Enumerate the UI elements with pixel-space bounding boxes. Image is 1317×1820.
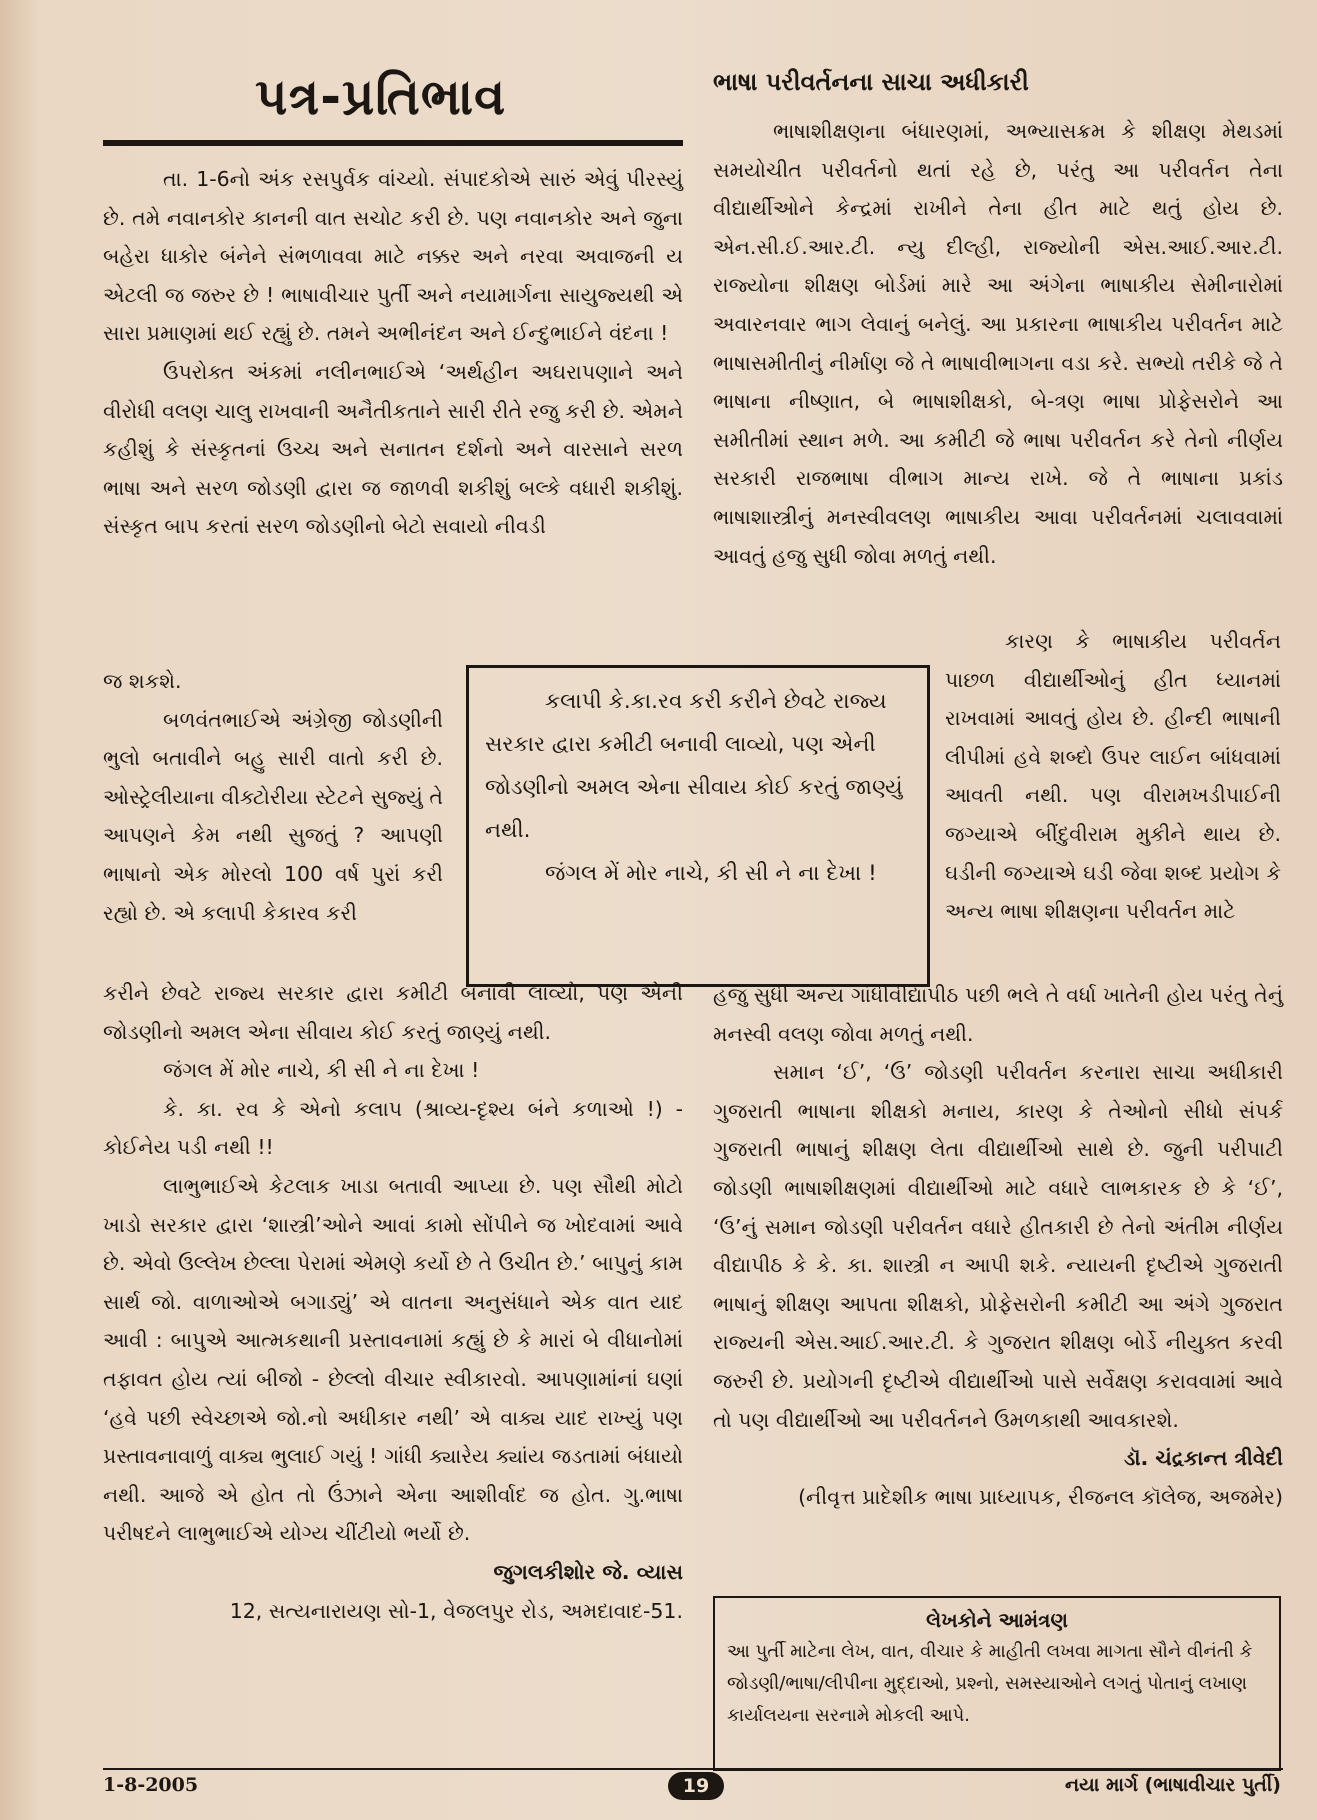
right-column xyxy=(713,112,1283,575)
invitation-box xyxy=(713,1596,1281,1771)
right-narrow-column xyxy=(945,622,1281,931)
article-paragraph: હજુ સુધી અન્ય ગાંધીવીદ્યાપીઠ પછી ભલે તે વર્ધા ખાતેની હોય પરંતુ તેનું મનસ્વી વલણ જોવા મળતું નથી. xyxy=(713,983,1283,1046)
article-signature: ડૉ. ચંદ્રકાન્ત ત્રીવેદી xyxy=(1123,1446,1283,1471)
left-narrow-column xyxy=(103,662,443,932)
article-affiliation: (નીવૃત્ત પ્રાદેશીક ભાષા પ્રાધ્યાપક, રીજનલ કૉલેજ, અજમેર) xyxy=(798,1484,1283,1509)
article-title: ભાષા પરીવર્તનના સાચા અધીકારી xyxy=(713,68,1029,96)
pull-quote-text: કલાપી કે.કા.રવ કરી કરીને છેવટે રાજ્ય સરકાર દ્વારા કમીટી બનાવી લાવ્યો, પણ એની જોડણીનો અમલ એના સીવાય કોઈ કરતું જાણ્યું નથી. xyxy=(485,689,903,843)
letter-paragraph: લાભુભાઈએ કેટલાક ખાડા બતાવી આપ્યા છે. પણ સૌથી મોટો ખાડો સરકાર દ્વારા ‘શાસ્ત્રી’ઓને આવાં કામો સોંપીને જ ખોદવામાં આવે છે. એવો ઉલ્લેખ છેલ્લા પેરામાં એમણે કર્યો છે તે ઉચીત છે.’ બાપુનું કામ સાર્થ જો. વાળાઓએ બગાડ્યું’ એ વાતના અનુસંધાને એક વાત યાદ આવી : બાપુએ આત્મકથાની પ્રસ્તાવનામાં કહ્યું છે કે મારાં બે વીધાનોમાં તફાવત હોય ત્યાં બીજો - છેલ્લો વીચાર સ્વીકારવો. આપણામાંનાં ઘણાં ‘હવે પછી સ્વેચ્છાએ જો.નો અધીકાર નથી’ એ વાક્ય યાદ રાખ્યું પણ પ્રસ્તાવનાવાળું વાક્ય ભુલાઈ ગયું ! ગાંધી ક્યારેય ક્યાંય જડતામાં બંધાયો નથી. આજે એ હોત તો ઉંઝાને એના આશીર્વાદ જ હોત. ગુ.ભાષા પરીષદને લાભુભાઈએ યોગ્ય ચીંટીયો ભર્યો છે. xyxy=(103,1173,683,1546)
letter-verse: જંગલ મેં મોર નાચે, કી સી ને ના દેખા ! xyxy=(163,1058,480,1083)
letter-paragraph: કરીને છેવટે રાજ્ય સરકાર દ્વારા કમીટી બનાવી લાવ્યો, પણ એની જોડણીનો અમલ એના સીવાય કોઈ કરતું જાણ્યું નથી. xyxy=(103,981,683,1044)
right-column-continued xyxy=(713,976,1283,1516)
article-paragraph: સમાન ‘ઈ’, ‘ઉ’ જોડણી પરીવર્તન કરનારા સાચા અધીકારી ગુજરાતી ભાષાના શીક્ષકો મનાય, કારણ કે તેઓનો સીધો સંપર્ક ગુજરાતી ભાષાનું શીક્ષણ લેતા વીદ્યાર્થીઓ સાથે છે. જુની પરીપાટી જોડણી ભાષાશીક્ષણમાં વીદ્યાર્થીઓ માટે વધારે લાભકારક છે કે ‘ઈ’, ‘ઉ’નું સમાન જોડણી પરીવર્તન વધારે હીતકારી છે તેનો અંતીમ નીર્ણય વીદ્યાપીઠ કે કે. કા. શાસ્ત્રી ન આપી શકે. ન્યાયની દૃષ્ટીએ ગુજરાતી ભાષાનું શીક્ષણ આપતા શીક્ષકો, પ્રોફેસરોની કમીટી આ અંગે ગુજરાત રાજ્યની એસ.આઈ.આર.ટી. કે ગુજરાત શીક્ષણ બોર્ડે નીયુક્ત કરવી જરુરી છે. પ્રયોગની દૃષ્ટીએ વીદ્યાર્થીઓ પાસે સર્વેક્ષણ કરાવવામાં આવે તો પણ વીદ્યાર્થીઓ આ પરીવર્તનને ઉમળકાથી આવકારશે. xyxy=(713,1060,1283,1432)
letter-paragraph: કે. કા. રવ કે એનો કલાપ (શ્રાવ્ય-દૃશ્ય બંને કળાઓ !) - કોઈનેય પડી નથી !! xyxy=(103,1096,683,1160)
invitation-heading: લેખકોને આમંત્રણ xyxy=(926,1608,1068,1632)
pull-quote-box xyxy=(466,665,930,987)
magazine-name: નયા માર્ગ (ભાષાવીચાર પુર્તી) xyxy=(1065,1774,1281,1796)
article-paragraph: કારણ કે ભાષાકીય પરીવર્તન પાછળ વીદ્યાર્થીઓનું હીત ધ્યાનમાં રાખવામાં આવતું હોય છે. હીન્દી ભાષાની લીપીમાં હવે શબ્દો ઉપર લાઈન બાંધવામાં આવતી નથી. પણ વીરામખડીપાઈની જગ્યાએ બીંદુવીરામ મુકીને થાય છે. ઘડીની જગ્યાએ ઘડી જેવા શબ્દ પ્રયોગ કે અન્ય ભાષા શીક્ષણના પરીવર્તન માટે xyxy=(945,629,1281,924)
letter-paragraph: તા. 1-6નો અંક રસપુર્વક વાંચ્યો. સંપાદકોએ સારું એવું પીરસ્યું છે. તમે નવાનકોર કાનની વાત સચોટ કરી છે. પણ નવાનકોર અને જુના બહેરા ધાકોર બંનેને સંભળાવવા માટે નક્કર અને નરવા અવાજની ય એટલી જ જરુર છે ! ભાષાવીચાર પુર્તી અને નયામાર્ગના સાયુજ્યથી એ સારા પ્રમાણમાં થઈ રહ્યું છે. તમને અભીનંદન અને ઈન્દુભાઈને વંદના ! xyxy=(103,167,683,346)
letter-address: 12, સત્યનારાયણ સો-1, વેજલપુર રોડ, અમદાવાદ-51. xyxy=(229,1598,683,1623)
letter-paragraph: જ શકશે. xyxy=(103,669,182,693)
letter-signature: જુગલકીશોર જે. વ્યાસ xyxy=(493,1559,683,1584)
footer-rule xyxy=(103,1768,1283,1770)
masthead-rule xyxy=(103,140,683,146)
left-column-continued xyxy=(103,974,683,1630)
pull-quote-verse: જંગલ મેં મોર નાચે, કી સી ને ના દેખા ! xyxy=(545,861,877,886)
article-paragraph: ભાષાશીક્ષણના બંધારણમાં, અભ્યાસક્રમ કે શીક્ષણ મેથડમાં સમયોચીત પરીવર્તનો થતાં રહે છે, પરંતુ આ પરીવર્તન તેના વીદ્યાર્થીઓને કેન્દ્રમાં રાખીને તેના હીત માટે થતું હોય છે. એન.સી.ઈ.આર.ટી. ન્યુ દીલ્હી, રાજ્યોની એસ.આઈ.આર.ટી. રાજ્યોના શીક્ષણ બોર્ડમાં મારે આ અંગેના ભાષાકીય સેમીનારોમાં અવારનવાર ભાગ લેવાનું બનેલું. આ પ્રકારના ભાષાકીય પરીવર્તન માટે ભાષાસમીતીનું નીર્માણ જે તે ભાષાવીભાગના વડા કરે. સભ્યો તરીકે જે તે ભાષાના નીષ્ણાત, બે ભાષાશીક્ષકો, બે-ત્રણ ભાષા પ્રોફેસરોને આ સમીતીમાં સ્થાન મળે. આ કમીટી જે ભાષા પરીવર્તન કરે તેનો નીર્ણય સરકારી રાજભાષા વીભાગ માન્ય રાખે. જે તે ભાષાના પ્રકાંડ ભાષાશાસ્ત્રીનું મનસ્વીવલણ ભાષાકીય આવા પરીવર્તનમાં ચલાવવામાં આવતું હજુ સુધી જોવા મળતું નથી. xyxy=(713,119,1283,568)
letter-paragraph: ઉપરોક્ત અંકમાં નલીનભાઈએ ‘અર્થહીન અઘરાપણાને અને વીરોધી વલણ ચાલુ રાખવાની અનૈતીકતાને સારી રીતે રજુ કરી છે. એમને કહીશું કે સંસ્કૃતનાં ઉચ્ચ અને સનાતન દર્શનો અને વારસાને સરળ ભાષા અને સરળ જોડણી દ્વારા જ જાળવી શકીશું બલ્કે વધારી શકીશું. સંસ્કૃત બાપ કરતાં સરળ જોડણીનો બેટો સવાયો નીવડી xyxy=(103,359,683,539)
letter-paragraph: બળવંતભાઈએ અંગ્રેજી જોડણીની ભુલો બતાવીને બહુ સારી વાતો કરી છે. ઓસ્ટ્રેલીયાના વીક્ટોરીયા સ્ટેટને સુજ્યું તે આપણને કેમ નથી સુજતું ? આપણી ભાષાનો એક મોરલો 100 વર્ષ પુરાં કરી રહ્યો છે. એ કલાપી કેકારવ કરી xyxy=(103,707,443,925)
invitation-text: આ પુર્તી માટેના લેખ, વાત, વીચાર કે માહીતી લખવા માગતા સૌને વીનંતી કે જોડણી/ભાષા/લીપીના મુદ્દાઓ, પ્રશ્નો, સમસ્યાઓને લગતું પોતાનું લખાણ કાર્યાલયના સરનામે મોકલી આપે. xyxy=(727,1641,1253,1726)
left-column xyxy=(103,160,683,546)
section-masthead: પત્ર-પ્રતિભાવ xyxy=(255,68,507,126)
issue-date: 1-8-2005 xyxy=(103,1774,199,1796)
page-number: 19 xyxy=(668,1772,724,1800)
